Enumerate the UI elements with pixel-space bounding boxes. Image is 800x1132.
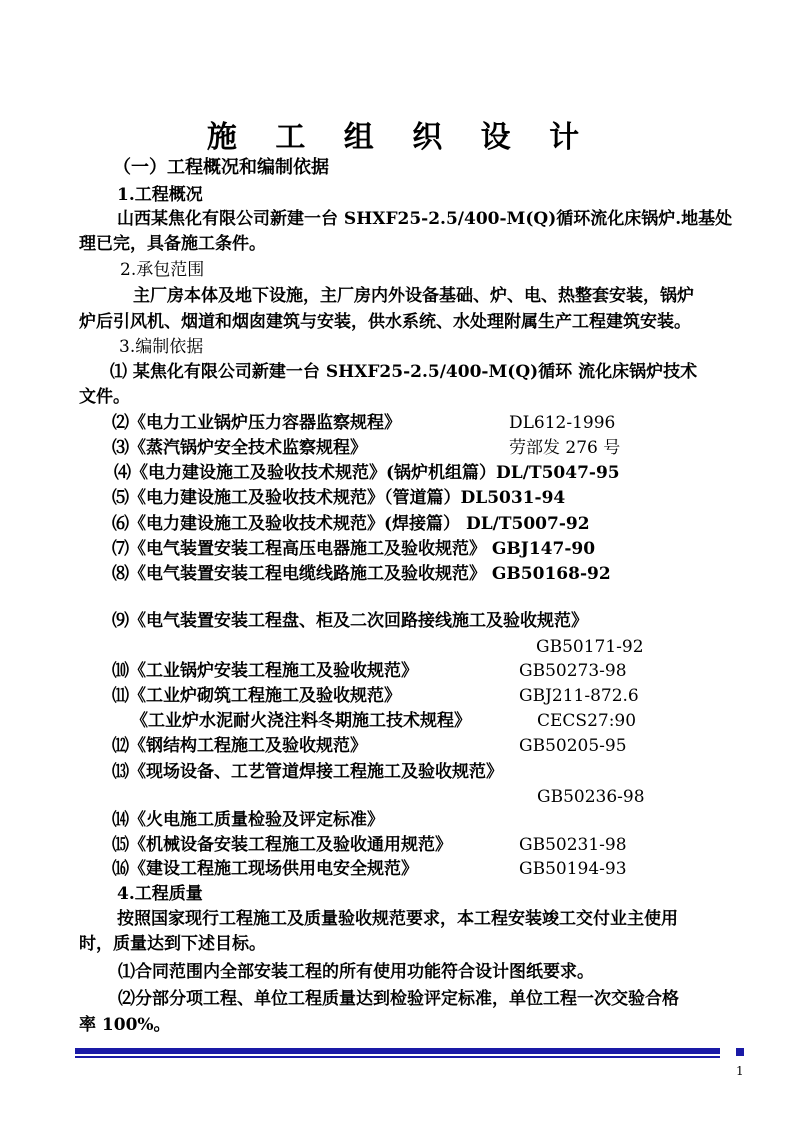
footer-rule-square	[736, 1048, 744, 1056]
reference-code: GB50236-98	[537, 787, 645, 807]
reference-title: ⒀《现场设备、工艺管道焊接工程施工及验收规范》	[112, 762, 503, 782]
document-title: 施 工 组 织 设 计	[206, 120, 594, 155]
reference-code: DL612-1996	[509, 413, 616, 433]
reference-title: ⑵《电力工业锅炉压力容器监察规程》	[112, 413, 401, 433]
reference-code: CECS27:90	[537, 711, 637, 731]
scope-paragraph-line: 主厂房本体及地下设施，主厂房内外设备基础、炉、电、热整套安装，锅炉	[133, 286, 694, 306]
reference-code: GB50231-98	[519, 835, 627, 855]
reference-title: ⒁《火电施工质量检验及评定标准》	[112, 810, 384, 830]
reference-title: ⒂《机械设备安装工程施工及验收通用规范》	[112, 835, 452, 855]
reference-title: ⑻《电气装置安装工程电缆线路施工及验收规范》 GB50168-92	[112, 564, 611, 584]
reference-code: GBJ211-872.6	[519, 686, 639, 706]
basis-paragraph-line: ⑴ 某焦化有限公司新建一台 SHXF25-2.5/400-M(Q)循环 流化床锅炉技术	[110, 362, 698, 382]
section-heading: （一）工程概况和编制依据	[113, 157, 329, 178]
subsection-heading-basis: 3.编制依据	[119, 337, 204, 357]
quality-paragraph-line: 时，质量达到下述目标。	[79, 934, 266, 954]
subsection-heading-quality: 4.工程质量	[117, 884, 203, 904]
subsection-heading-overview: 1.工程概况	[117, 185, 203, 205]
reference-code: GB50205-95	[519, 736, 627, 756]
page-number: 1	[736, 1064, 744, 1078]
reference-code: GB50273-98	[519, 661, 627, 681]
reference-title: ⑼《电气装置安装工程盘、柜及二次回路接线施工及验收规范》	[112, 611, 588, 631]
quality-item: 率 100%。	[79, 1015, 171, 1035]
reference-title: ⑿《钢结构工程施工及验收规范》	[112, 736, 367, 756]
reference-title: ⑺《电气装置安装工程高压电器施工及验收规范》 GBJ147-90	[112, 539, 596, 559]
quality-item: ⑴合同范围内全部安装工程的所有使用功能符合设计图纸要求。	[118, 962, 594, 982]
reference-code: GB50171-92	[536, 637, 644, 657]
quality-item: ⑵分部分项工程、单位工程质量达到检验评定标准，单位工程一次交验合格	[118, 989, 679, 1009]
reference-title: ⑷《电力建设施工及验收技术规范》(锅炉机组篇）DL/T5047-95	[114, 463, 620, 483]
reference-code: GB50194-93	[519, 859, 627, 879]
basis-paragraph-line: 文件。	[79, 387, 130, 407]
quality-paragraph-line: 按照国家现行工程施工及质量验收规范要求，本工程安装竣工交付业主使用	[117, 909, 678, 929]
scope-paragraph-line: 炉后引风机、烟道和烟囱建筑与安装，供水系统、水处理附属生产工程建筑安装。	[79, 312, 691, 332]
reference-title: ⑸《电力建设施工及验收技术规范》（管道篇）DL5031-94	[112, 488, 566, 508]
reference-title: ⒃《建设工程施工现场供用电安全规范》	[112, 859, 418, 879]
subsection-heading-scope: 2.承包范围	[120, 260, 205, 280]
reference-title: ⑹《电力建设施工及验收技术规范》(焊接篇） DL/T5007-92	[112, 514, 590, 534]
reference-title: 《工业炉水泥耐火浇注料冬期施工技术规程》	[131, 711, 471, 731]
footer-rule-thin	[75, 1056, 720, 1058]
overview-paragraph-line: 山西某焦化有限公司新建一台 SHXF25-2.5/400-M(Q)循环流化床锅炉.地基处	[117, 209, 733, 229]
reference-title: ⑽《工业锅炉安装工程施工及验收规范》	[112, 661, 418, 681]
overview-paragraph-line: 理已完，具备施工条件。	[79, 234, 266, 254]
reference-title: ⑾《工业炉砌筑工程施工及验收规范》	[112, 686, 401, 706]
reference-code: 劳部发 276 号	[509, 438, 621, 458]
reference-title: ⑶《蒸汽锅炉安全技术监察规程》	[112, 438, 367, 458]
footer-rule	[75, 1048, 720, 1054]
